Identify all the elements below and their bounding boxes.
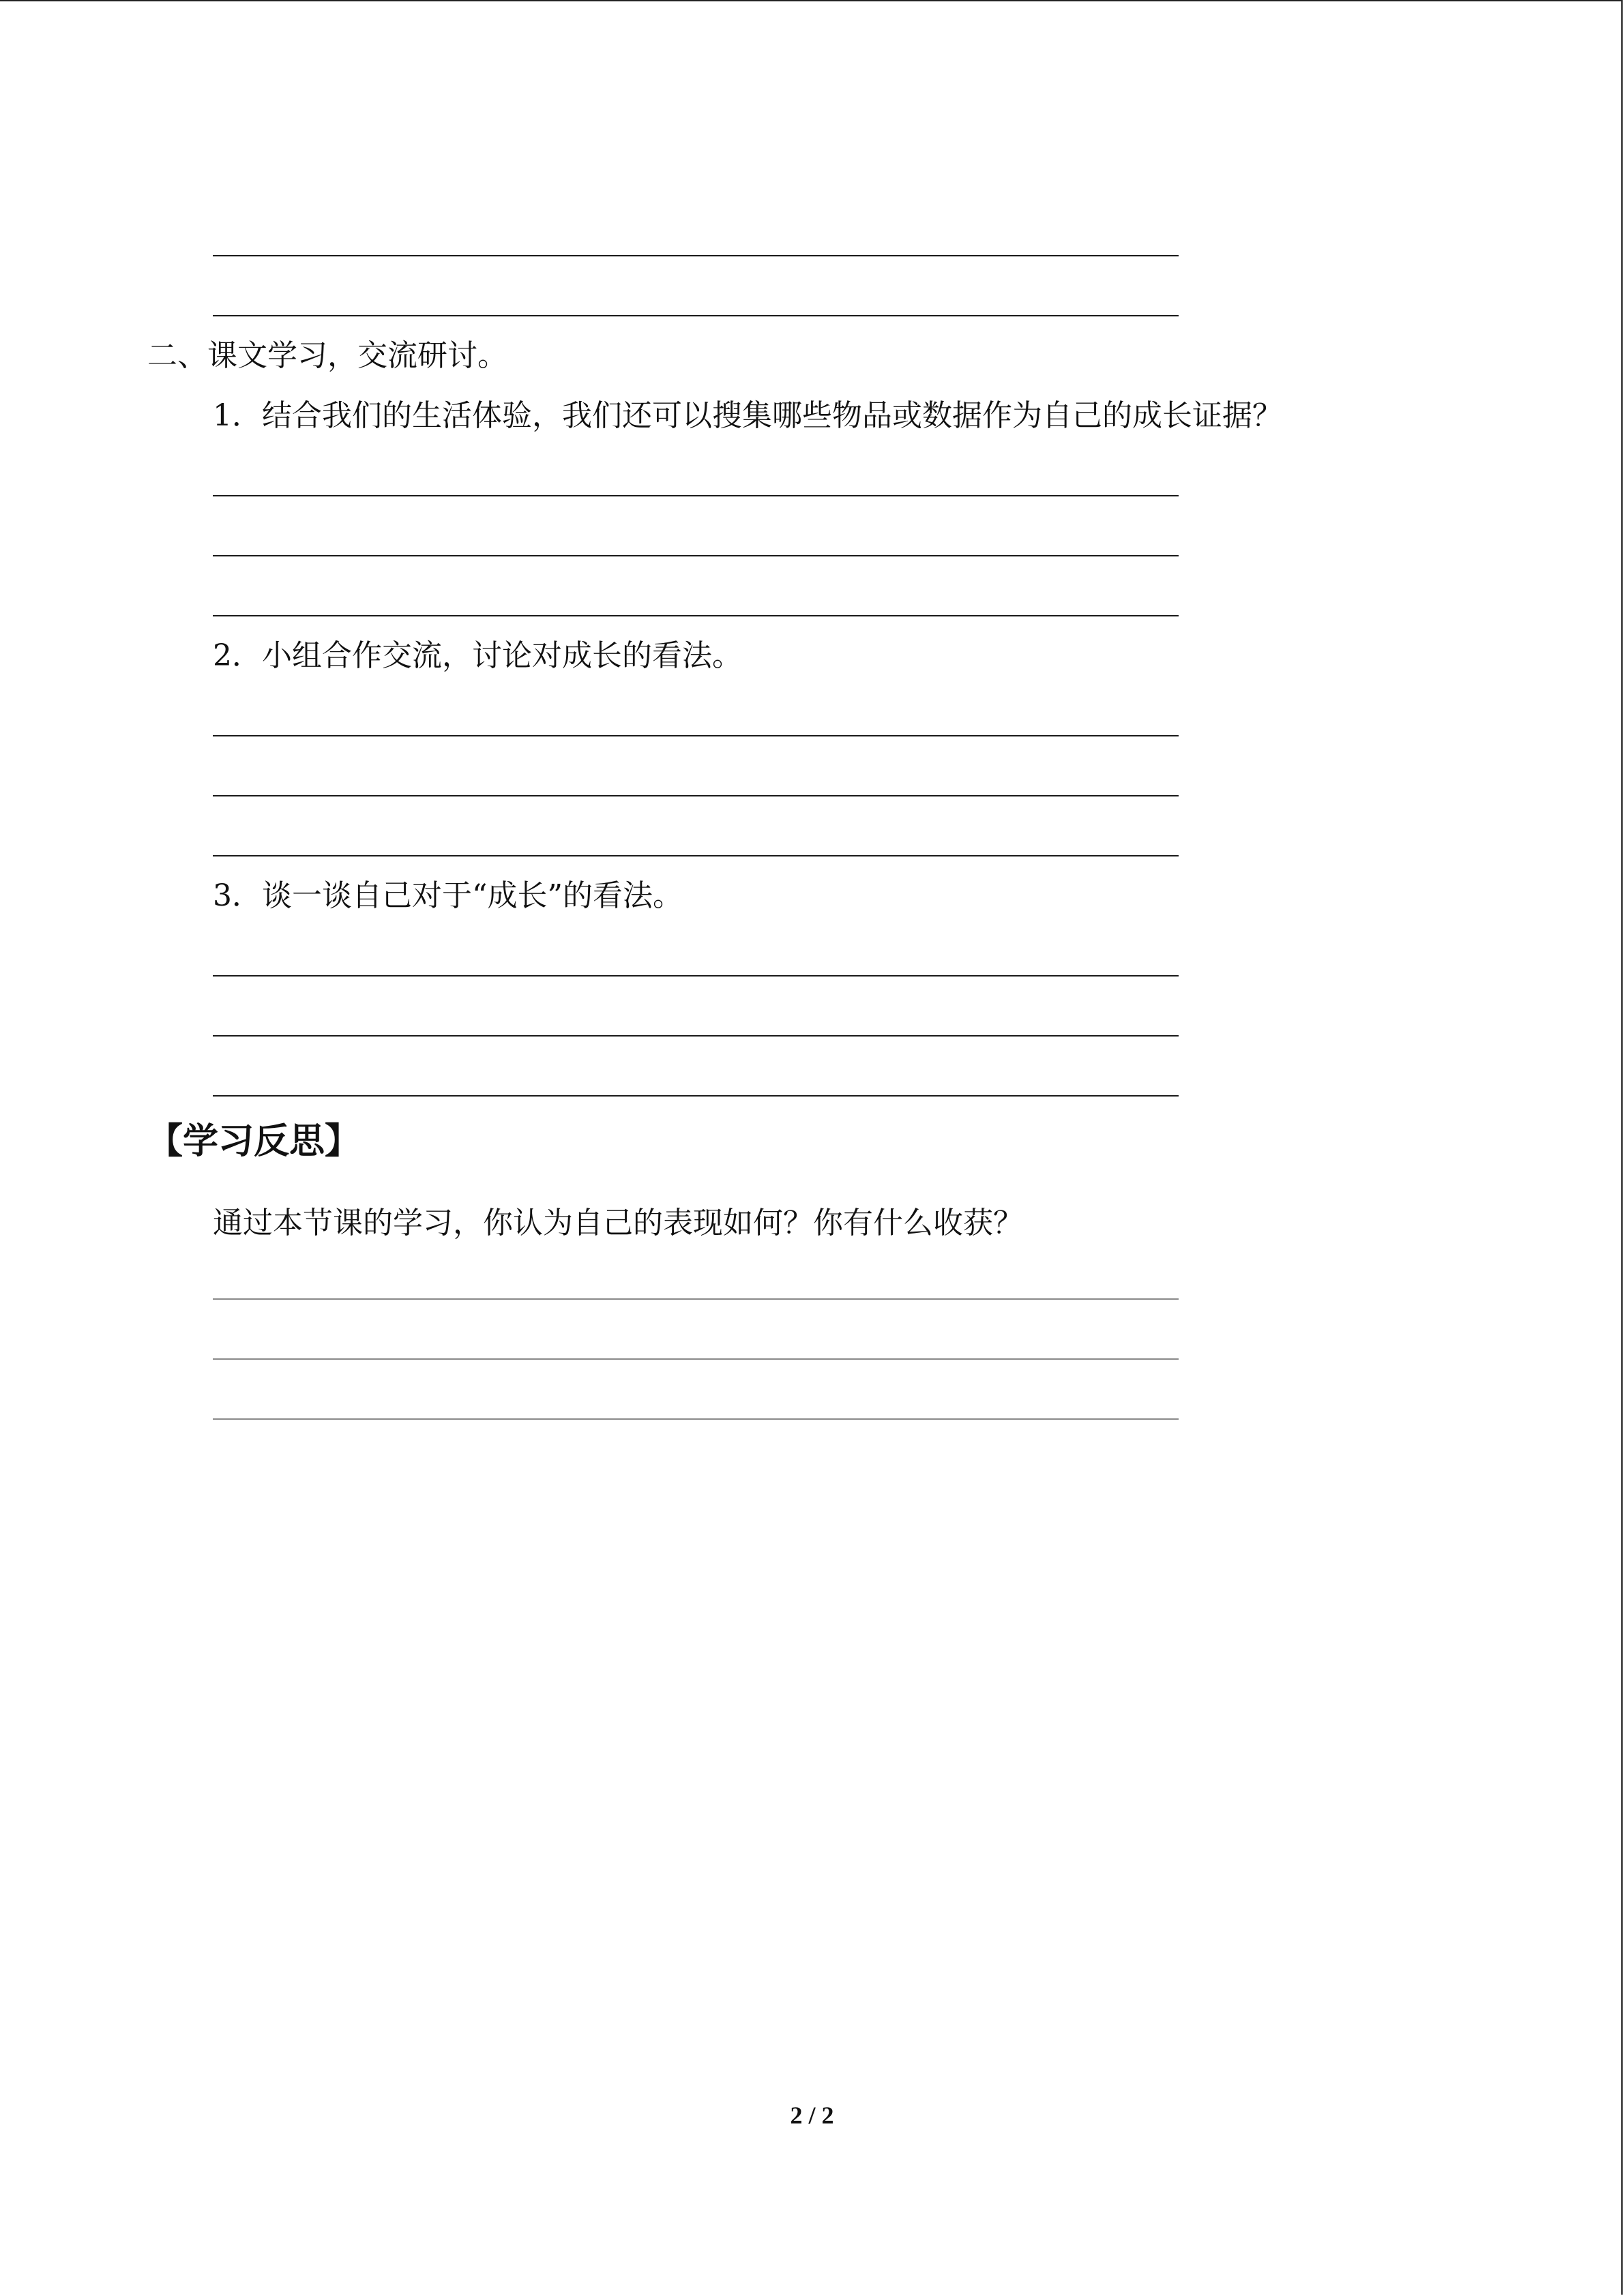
- answer-line[interactable]: [213, 555, 1179, 556]
- question-1: 1．结合我们的生活体验，我们还可以搜集哪些物品或数据作为自己的成长证据？: [213, 398, 1282, 433]
- reflection-prompt: 通过本节课的学习，你认为自己的表现如何？你有什么收获？: [213, 1206, 1023, 1240]
- section-title: 二、课文学习，交流研讨。: [147, 338, 507, 373]
- answer-line[interactable]: [213, 315, 1179, 316]
- answer-line[interactable]: [213, 255, 1179, 256]
- question-2: 2．小组合作交流，讨论对成长的看法。: [213, 638, 742, 673]
- answer-line[interactable]: [213, 1358, 1179, 1360]
- answer-line[interactable]: [213, 975, 1179, 976]
- answer-line[interactable]: [213, 495, 1179, 496]
- answer-line[interactable]: [213, 1298, 1179, 1300]
- question-3: 3．谈一谈自己对于“成长”的看法。: [213, 878, 683, 913]
- reflection-heading: 【学习反思】: [147, 1121, 361, 1162]
- answer-line[interactable]: [213, 615, 1179, 616]
- answer-line[interactable]: [213, 1418, 1179, 1420]
- page-number: 2 / 2: [790, 2102, 834, 2129]
- answer-line[interactable]: [213, 735, 1179, 736]
- answer-line[interactable]: [213, 795, 1179, 796]
- answer-line[interactable]: [213, 855, 1179, 856]
- answer-line[interactable]: [213, 1095, 1179, 1097]
- answer-line[interactable]: [213, 1035, 1179, 1037]
